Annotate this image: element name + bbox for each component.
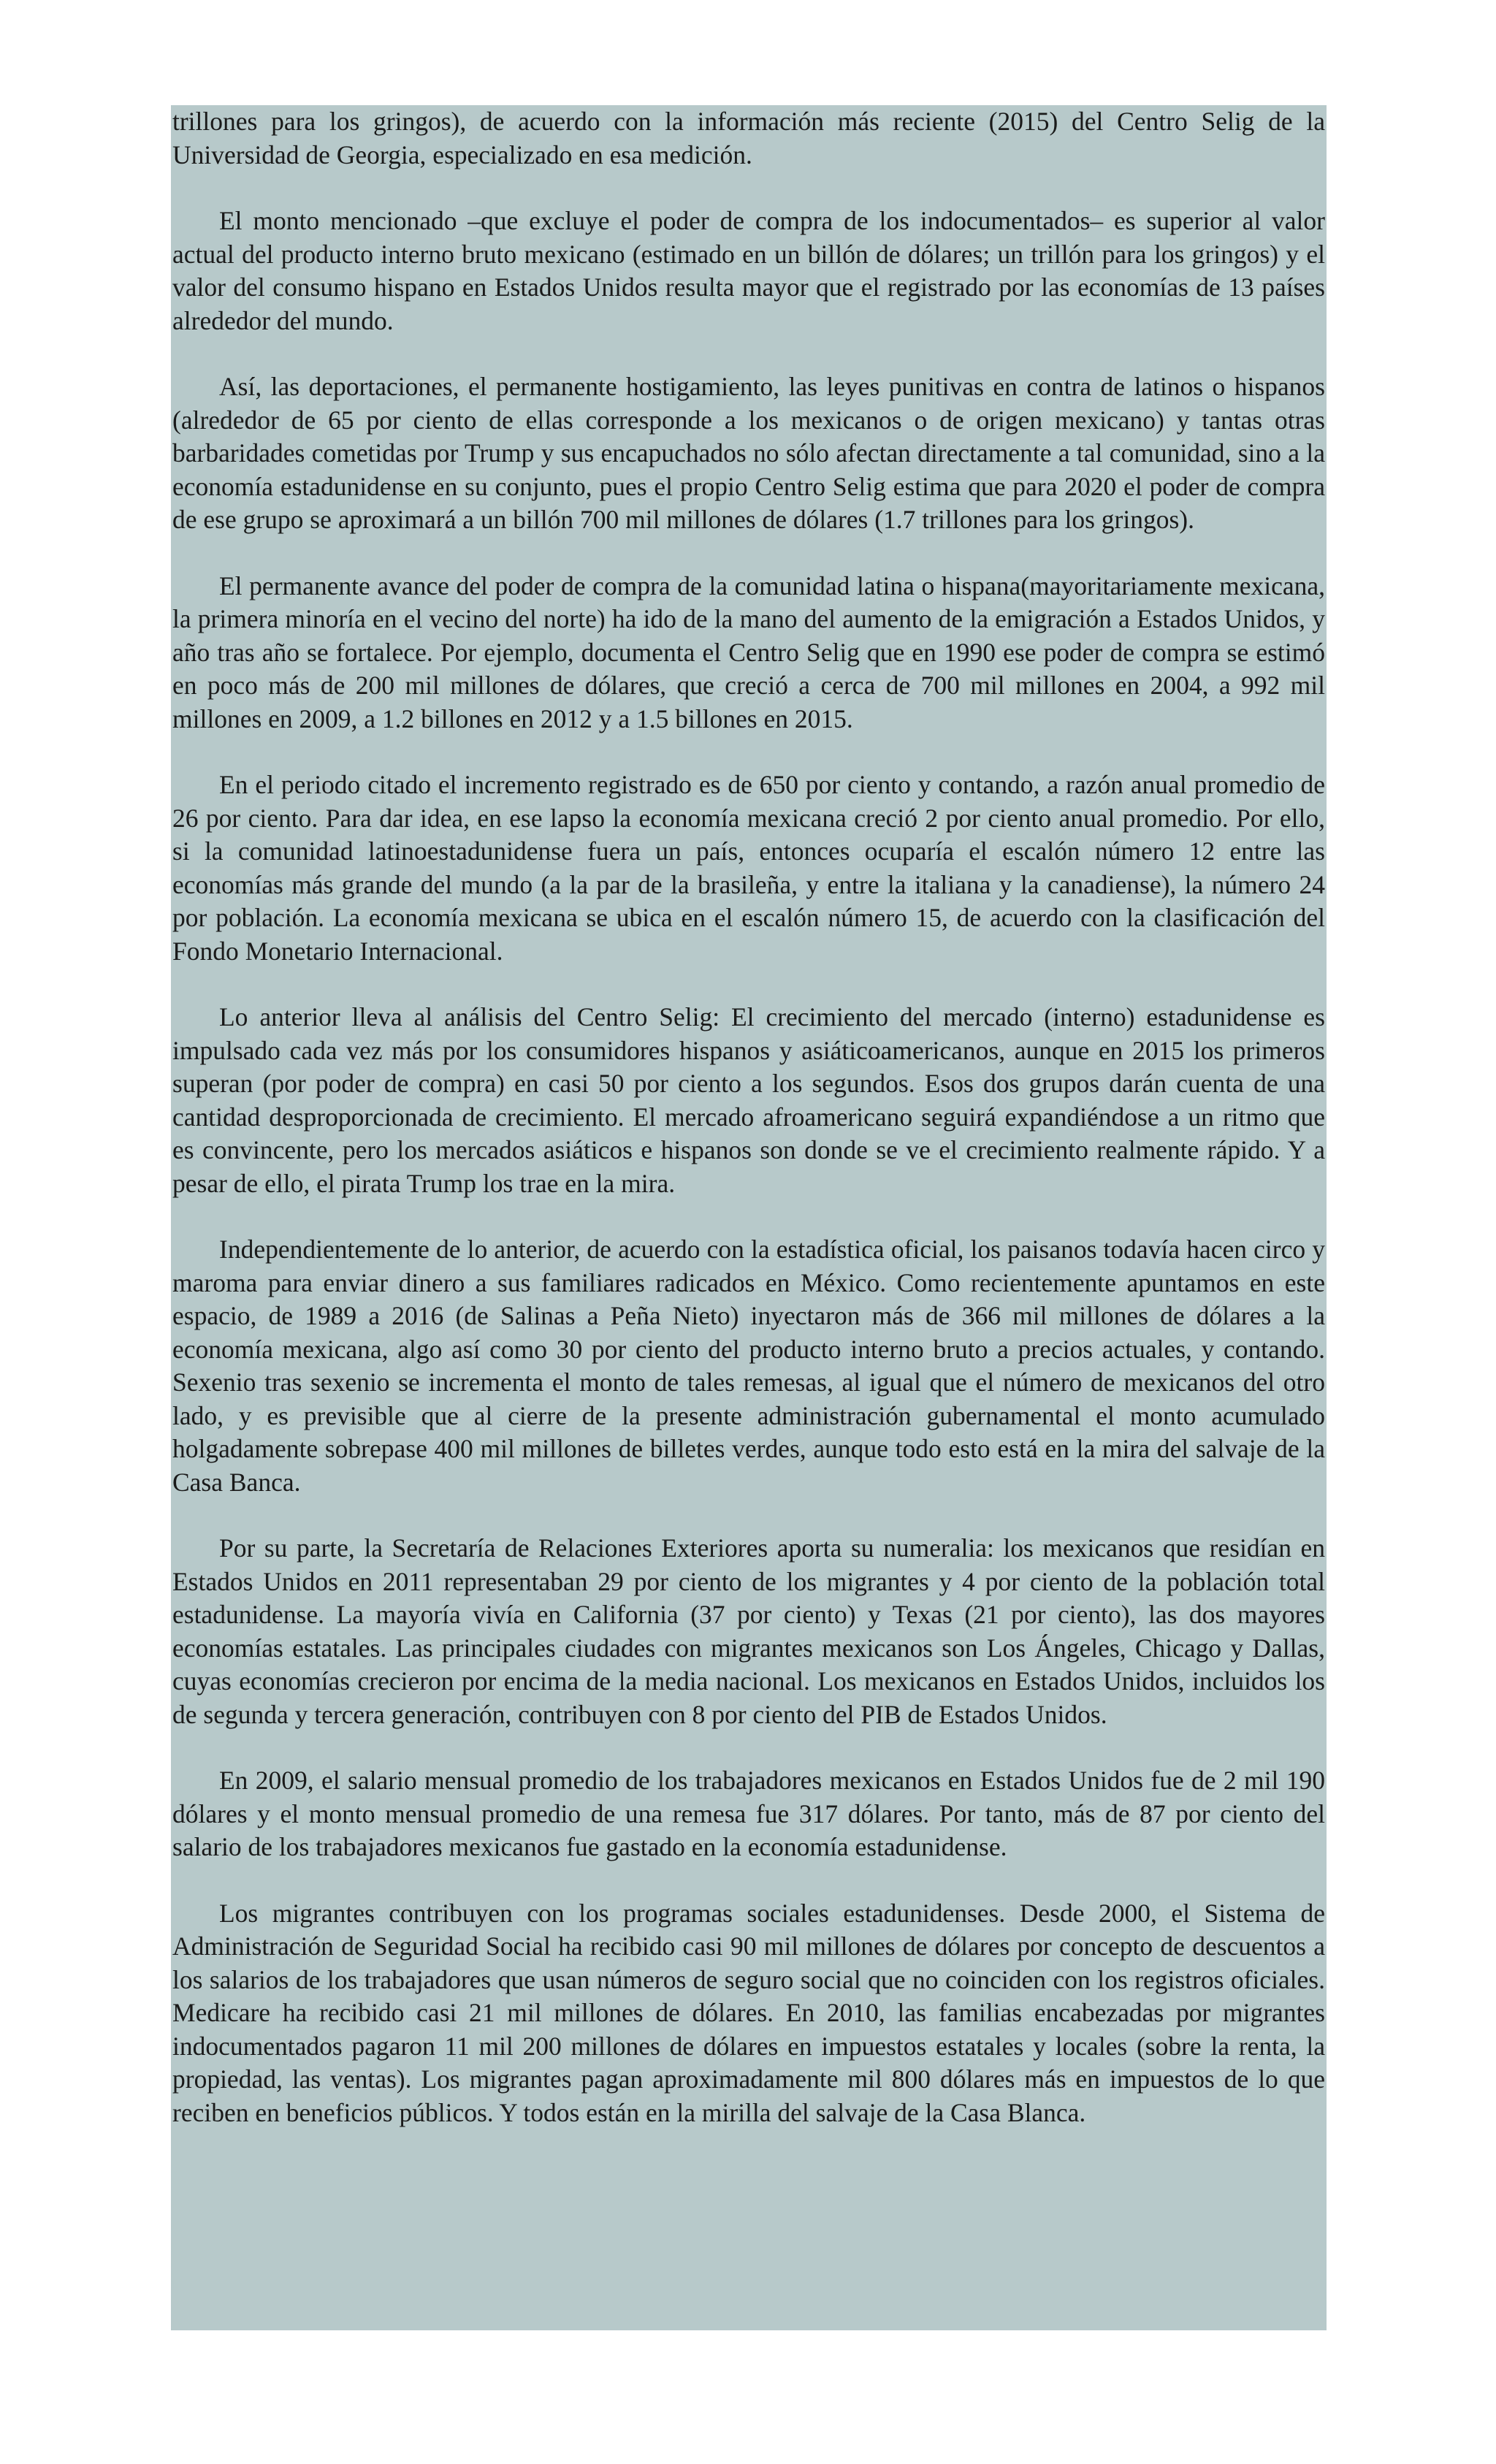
article-text-block xyxy=(171,105,1327,2330)
paragraph-1: trillones para los gringos), de acuerdo con la información más reciente (2015) del Centro Selig de la Universidad de Georgia, especializado en esa medición. xyxy=(172,107,1325,169)
paragraph-8: Por su parte, la Secretaría de Relaciones Exteriores aporta su numeralia: los mexicanos que residían en Estados Unidos en 2011 representaban 29 por ciento de los migrantes y 4 por ciento de la población total estadunidense. La mayoría vivía en California (37 por ciento) y Texas (21 por ciento), las dos mayores economías estatales. Las principales ciudades con migrantes mexicanos son Los Ángeles, Chicago y Dallas, cuyas economías crecieron por encima de la media nacional. Los mexicanos en Estados Unidos, incluidos los de segunda y tercera generación, contribuyen con 8 por ciento del PIB de Estados Unidos. xyxy=(172,1533,1325,1729)
paragraph-7: Independientemente de lo anterior, de acuerdo con la estadística oficial, los paisanos todavía hacen circo y maroma para enviar dinero a sus familiares radicados en México. Como recientemente apuntamos en este espacio, de 1989 a 2016 (de Salinas a Peña Nieto) inyectaron más de 366 mil millones de dólares a la economía mexicana, algo así como 30 por ciento del producto interno bruto a precios actuales, y contando. Sexenio tras sexenio se incrementa el monto de tales remesas, al igual que el número de mexicanos del otro lado, y es previsible que al cierre de la presente administración gubernamental el monto acumulado holgadamente sobrepase 400 mil millones de billetes verdes, aunque todo esto está en la mira del salvaje de la Casa Banca. xyxy=(172,1235,1325,1497)
paragraph-4: El permanente avance del poder de compra de la comunidad latina o hispana(mayoritariamente mexicana, la primera minoría en el vecino del norte) ha ido de la mano del aumento de la emigración a Estados Unidos, y año tras año se fortalece. Por ejemplo, documenta el Centro Selig que en 1990 ese poder de compra se estimó en poco más de 200 mil millones de dólares, que creció a cerca de 700 mil millones en 2004, a 992 mil millones en 2009, a 1.2 billones en 2012 y a 1.5 billones en 2015. xyxy=(172,571,1325,733)
paragraph-3: Así, las deportaciones, el permanente hostigamiento, las leyes punitivas en contra de latinos o hispanos (alrededor de 65 por ciento de ellas corresponde a los mexicanos o de origen mexicano) y tantas otras barbaridades cometidas por Trump y sus encapuchados no sólo afectan directamente a tal comunidad, sino a la economía estadunidense en su conjunto, pues el propio Centro Selig estima que para 2020 el poder de compra de ese grupo se aproximará a un billón 700 mil millones de dólares (1.7 trillones para los gringos). xyxy=(172,372,1325,534)
paragraph-9: En 2009, el salario mensual promedio de los trabajadores mexicanos en Estados Unidos fue de 2 mil 190 dólares y el monto mensual promedio de una remesa fue 317 dólares. Por tanto, más de 87 por ciento del salario de los trabajadores mexicanos fue gastado en la economía estadunidense. xyxy=(172,1766,1325,1861)
paragraph-5: En el periodo citado el incremento registrado es de 650 por ciento y contando, a razón anual promedio de 26 por ciento. Para dar idea, en ese lapso la economía mexicana creció 2 por ciento anual promedio. Por ello, si la comunidad latinoestadunidense fuera un país, entonces ocuparía el escalón número 12 entre las economías más grande del mundo (a la par de la brasileña, y entre la italiana y la canadiense), la número 24 por población. La economía mexicana se ubica en el escalón número 15, de acuerdo con la clasificación del Fondo Monetario Internacional. xyxy=(172,770,1325,966)
paragraph-10: Los migrantes contribuyen con los programas sociales estadunidenses. Desde 2000, el Sistema de Administración de Seguridad Social ha recibido casi 90 mil millones de dólares por concepto de descuentos a los salarios de los trabajadores que usan números de seguro social que no coinciden con los registros oficiales. Medicare ha recibido casi 21 mil millones de dólares. En 2010, las familias encabezadas por migrantes indocumentados pagaron 11 mil 200 millones de dólares en impuestos estatales y locales (sobre la renta, la propiedad, las ventas). Los migrantes pagan aproximadamente mil 800 dólares más en impuestos de lo que reciben en beneficios públicos. Y todos están en la mirilla del salvaje de la Casa Blanca. xyxy=(172,1898,1325,2127)
paragraph-6: Lo anterior lleva al análisis del Centro Selig: El crecimiento del mercado (interno) estadunidense es impulsado cada vez más por los consumidores hispanos y asiáticoamericanos, aunque en 2015 los primeros superan (por poder de compra) en casi 50 por ciento a los segundos. Esos dos grupos darán cuenta de una cantidad desproporcionada de crecimiento. El mercado afroamericano seguirá expandiéndose a un ritmo que es convincente, pero los mercados asiáticos e hispanos son donde se ve el crecimiento realmente rápido. Y a pesar de ello, el pirata Trump los trae en la mira. xyxy=(172,1002,1325,1198)
paragraph-2: El monto mencionado –que excluye el poder de compra de los indocumentados– es superior al valor actual del producto interno bruto mexicano (estimado en un billón de dólares; un trillón para los gringos) y el valor del consumo hispano en Estados Unidos resulta mayor que el registrado por las economías de 13 países alrededor del mundo. xyxy=(172,206,1325,335)
